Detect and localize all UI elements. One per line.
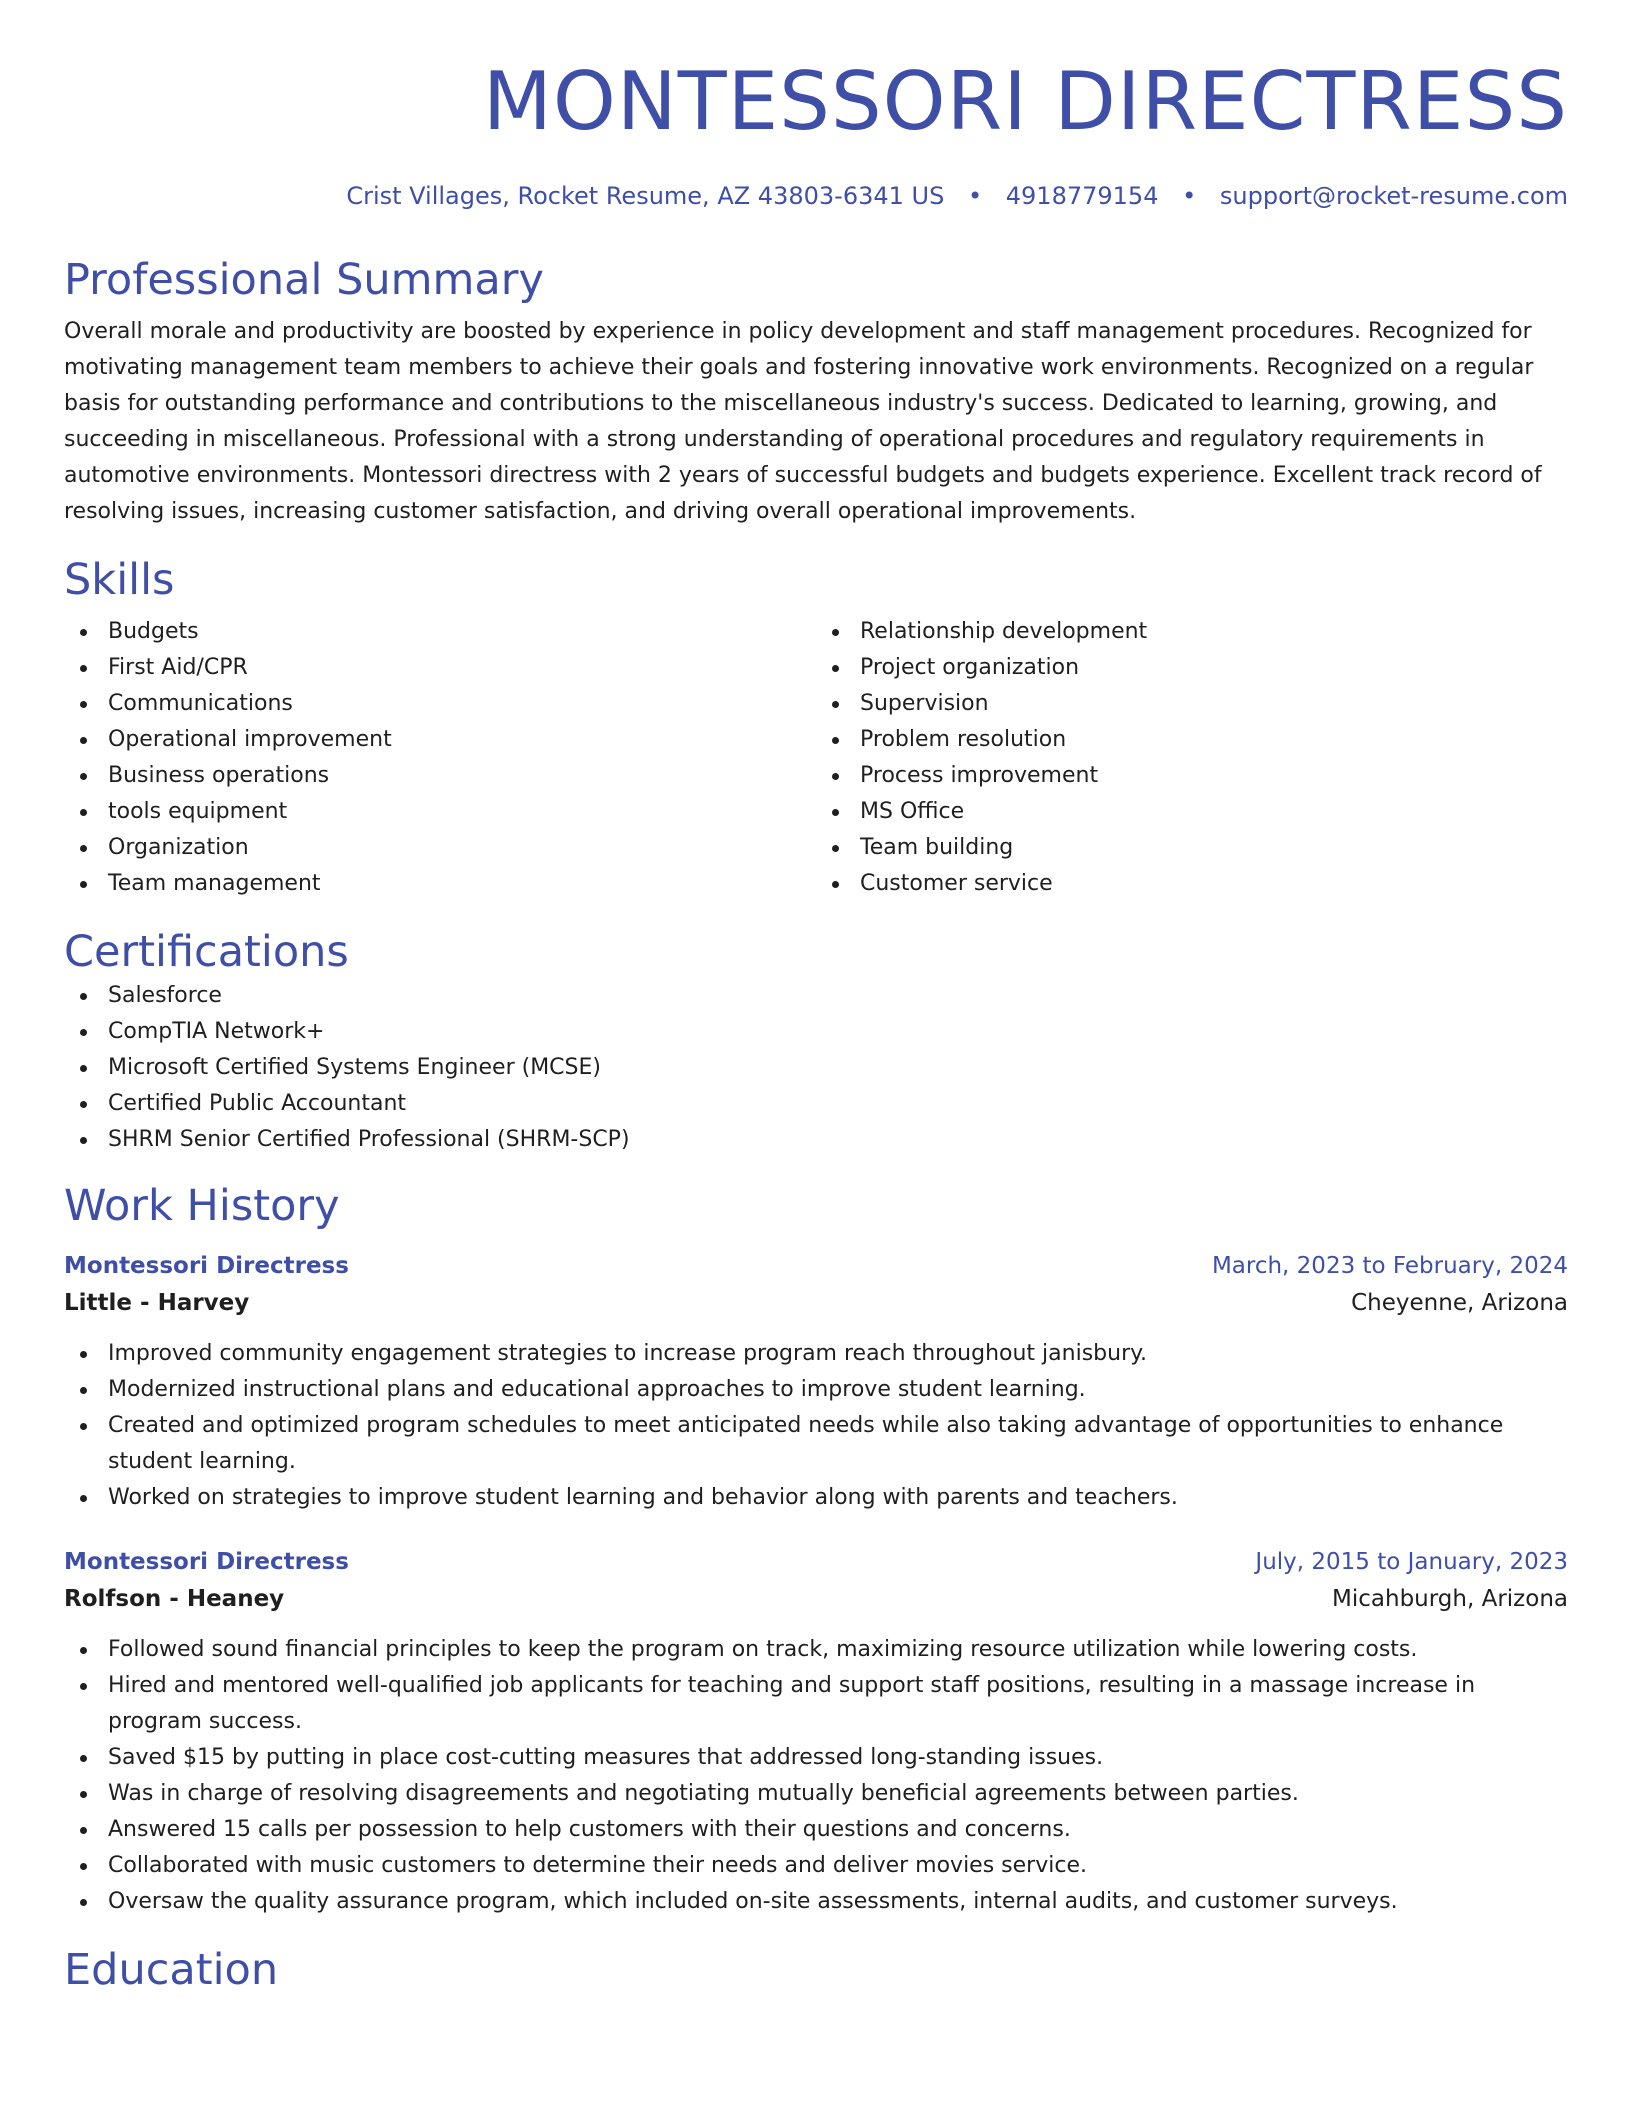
summary-text: Overall morale and productivity are boosted by experience in policy development and staff management procedures. Recognized for motivating management team members to achieve their goals and fostering innovative work environments. Recognized on a regular basis for outstanding performance and contributions to the miscellaneous industry's success. Dedicated to learning, growing, and succeeding in miscellaneous. Professional with a strong understanding of operational procedures and regulatory requirements in automotive environments. Montessori directress with 2 years of successful budgets and budgets experience. Excellent track record of resolving issues, increasing customer satisfaction, and driving overall operational improvements.	[64, 319, 1542, 524]
job-bullets	[64, 1336, 1568, 1516]
job-dates: March, 2023 to February, 2024	[1211, 1253, 1568, 1279]
skill-item: Communications	[64, 686, 816, 722]
job-bullet: Followed sound financial principles to keep the program on track, maximizing resource utilization while lowering costs.	[64, 1632, 1568, 1668]
job-bullet: Was in charge of resolving disagreements and negotiating mutually beneficial agreements between parties.	[64, 1776, 1568, 1812]
skill-item: Team management	[64, 866, 816, 902]
skills-heading: Skills	[64, 555, 175, 605]
skills-section	[64, 554, 1568, 902]
education-heading: Education	[64, 1945, 279, 1995]
education-section	[64, 1944, 1568, 1996]
skill-item: Problem resolution	[816, 722, 1568, 758]
skill-item: Process improvement	[816, 758, 1568, 794]
skill-item: MS Office	[816, 794, 1568, 830]
job-bullet: Oversaw the quality assurance program, which included on-site assessments, internal audits, and customer surveys.	[64, 1884, 1568, 1920]
skill-item: Team building	[816, 830, 1568, 866]
job-bullet: Modernized instructional plans and educational approaches to improve student learning.	[64, 1372, 1568, 1408]
job-bullets	[64, 1632, 1568, 1920]
work-history-heading: Work History	[64, 1181, 340, 1231]
certification-item: Salesforce	[64, 978, 1568, 1014]
job-title: Montessori Directress	[64, 1549, 349, 1575]
job-bullet: Improved community engagement strategies to increase program reach throughout janisbury.	[64, 1336, 1568, 1372]
contact-separator: •	[967, 182, 983, 210]
job-company: Rolfson - Heaney	[64, 1586, 285, 1612]
skill-item: Supervision	[816, 686, 1568, 722]
job-company-row	[64, 1580, 1568, 1618]
work-history-section	[64, 1180, 1568, 1920]
skills-columns	[64, 614, 1568, 902]
summary-section	[64, 254, 1568, 530]
skills-list-left	[64, 614, 816, 902]
skill-item: Relationship development	[816, 614, 1568, 650]
job-title-row	[64, 1248, 1568, 1284]
contact-phone: 4918779154	[1005, 182, 1159, 210]
job-bullet: Hired and mentored well-qualified job applicants for teaching and support staff positions, resulting in a massage increase in program success.	[64, 1668, 1568, 1740]
skill-item: Organization	[64, 830, 816, 866]
job-entry	[64, 1248, 1568, 1516]
job-company-row	[64, 1284, 1568, 1322]
job-bullet: Saved $15 by putting in place cost-cutting measures that addressed long-standing issues.	[64, 1740, 1568, 1776]
skill-item: First Aid/CPR	[64, 650, 816, 686]
job-dates: July, 2015 to January, 2023	[1255, 1549, 1568, 1575]
certifications-list	[64, 978, 1568, 1158]
certification-item: SHRM Senior Certified Professional (SHRM-SCP)	[64, 1122, 1568, 1158]
contact-address: Crist Villages, Rocket Resume, AZ 43803-6341 US	[346, 182, 945, 210]
skill-item: Project organization	[816, 650, 1568, 686]
job-title-row	[64, 1544, 1568, 1580]
job-bullet: Collaborated with music customers to determine their needs and deliver movies service.	[64, 1848, 1568, 1884]
job-bullet: Worked on strategies to improve student learning and behavior along with parents and teachers.	[64, 1480, 1568, 1516]
candidate-name: MONTESSORI DIRECTRESS	[482, 55, 1568, 148]
certifications-heading: Certifications	[64, 927, 349, 977]
summary-heading: Professional Summary	[64, 255, 544, 305]
job-title: Montessori Directress	[64, 1253, 349, 1279]
contact-separator: •	[1182, 182, 1197, 210]
job-location: Micahburgh, Arizona	[1332, 1586, 1568, 1612]
resume-header	[64, 0, 1568, 212]
skill-item: tools equipment	[64, 794, 816, 830]
job-entry	[64, 1544, 1568, 1920]
skill-item: Operational improvement	[64, 722, 816, 758]
job-bullet: Created and optimized program schedules to meet anticipated needs while also taking advantage of opportunities to enhance student learning.	[64, 1408, 1568, 1480]
skill-item: Budgets	[64, 614, 816, 650]
certifications-section	[64, 926, 1568, 1158]
skill-item: Customer service	[816, 866, 1568, 902]
skills-list-right	[816, 614, 1568, 902]
certification-item: CompTIA Network+	[64, 1014, 1568, 1050]
skill-item: Business operations	[64, 758, 816, 794]
job-location: Cheyenne, Arizona	[1351, 1290, 1568, 1316]
contact-line	[64, 180, 1568, 212]
certification-item: Certified Public Accountant	[64, 1086, 1568, 1122]
certification-item: Microsoft Certified Systems Engineer (MCSE)	[64, 1050, 1568, 1086]
job-company: Little - Harvey	[64, 1290, 250, 1316]
contact-email[interactable]: support@rocket-resume.com	[1219, 182, 1568, 210]
job-bullet: Answered 15 calls per possession to help customers with their questions and concerns.	[64, 1812, 1568, 1848]
